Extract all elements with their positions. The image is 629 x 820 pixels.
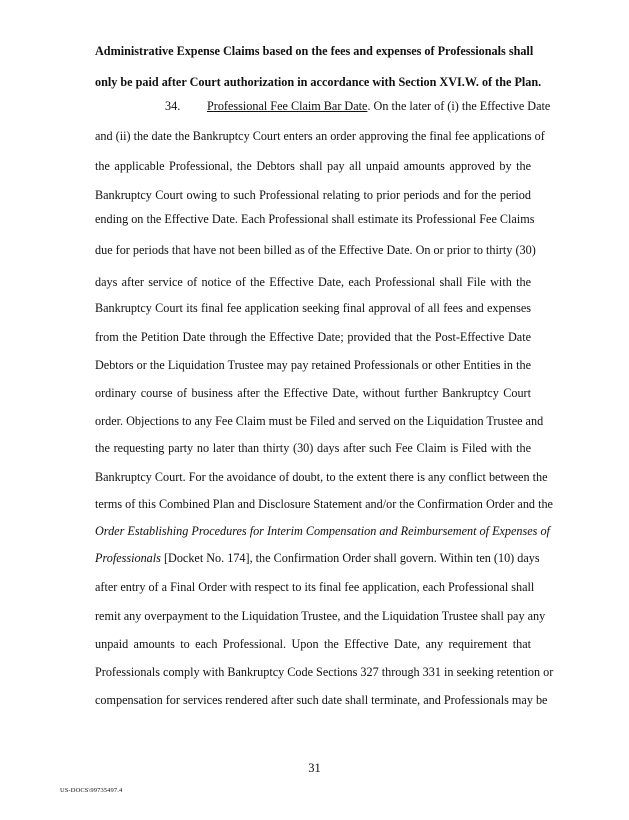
paragraph-heading: Professional Fee Claim Bar Date — [207, 99, 368, 113]
paragraph-first-line — [95, 99, 551, 113]
text-line: ending on the Effective Date. Each Professional shall estimate its Professional Fee Claims — [95, 212, 535, 226]
italic-word: Professionals — [95, 551, 161, 565]
text-line: due for periods that have not been billed as of the Effective Date. On or prior to thirty (30) — [95, 243, 536, 257]
text-line: compensation for services rendered after such date shall terminate, and Professionals may be — [95, 693, 548, 707]
text-line: Professionals comply with Bankruptcy Code Sections 327 through 331 in seeking retention or — [95, 665, 554, 679]
text-line: and (ii) the date the Bankruptcy Court enters an order approving the final fee applications of — [95, 129, 545, 143]
text-line: Bankruptcy Court its final fee application seeking final approval of all fees and expenses — [95, 301, 531, 315]
text-line: unpaid amounts to each Professional. Upon the Effective Date, any requirement that — [95, 637, 531, 651]
text-line: Administrative Expense Claims based on the fees and expenses of Professionals shall — [95, 44, 534, 58]
paragraph-number: 34. — [165, 99, 181, 113]
text-line: days after service of notice of the Effective Date, each Professional shall File with the — [95, 275, 531, 289]
text-line: the applicable Professional, the Debtors shall pay all unpaid amounts approved by the — [95, 159, 531, 173]
text-line: only be paid after Court authorization in accordance with Section XVI.W. of the Plan. — [95, 75, 542, 89]
text-line: Debtors or the Liquidation Trustee may pay retained Professionals or other Entities in the — [95, 358, 531, 372]
paragraph-first-line-rest: . On the later of (i) the Effective Date — [367, 99, 551, 113]
italic-line: Order Establishing Procedures for Interim Compensation and Reimbursement of Expenses of — [95, 524, 550, 538]
text-line: terms of this Combined Plan and Disclosure Statement and/or the Confirmation Order and the — [95, 497, 553, 511]
document-id: US-DOCS\99735497.4 — [60, 787, 123, 794]
text-line: ordinary course of business after the Effective Date, without further Bankruptcy Court — [95, 386, 531, 400]
page-number: 31 — [308, 761, 321, 775]
text-line: from the Petition Date through the Effective Date; provided that the Post-Effective Date — [95, 330, 531, 344]
line-rest: [Docket No. 174], the Confirmation Order shall govern. Within ten (10) days — [160, 551, 540, 565]
text-line: the requesting party no later than thirty (30) days after such Fee Claim is Filed with the — [95, 441, 531, 455]
mixed-line — [95, 551, 540, 565]
text-line: after entry of a Final Order with respect to its final fee application, each Professional shall — [95, 580, 535, 594]
text-line: order. Objections to any Fee Claim must be Filed and served on the Liquidation Trustee and — [95, 414, 544, 428]
text-line: Bankruptcy Court owing to such Professional relating to prior periods and for the period — [95, 188, 531, 202]
text-line: Bankruptcy Court. For the avoidance of doubt, to the extent there is any conflict between the — [95, 470, 548, 484]
text-line: remit any overpayment to the Liquidation Trustee, and the Liquidation Trustee shall pay any — [95, 609, 546, 623]
